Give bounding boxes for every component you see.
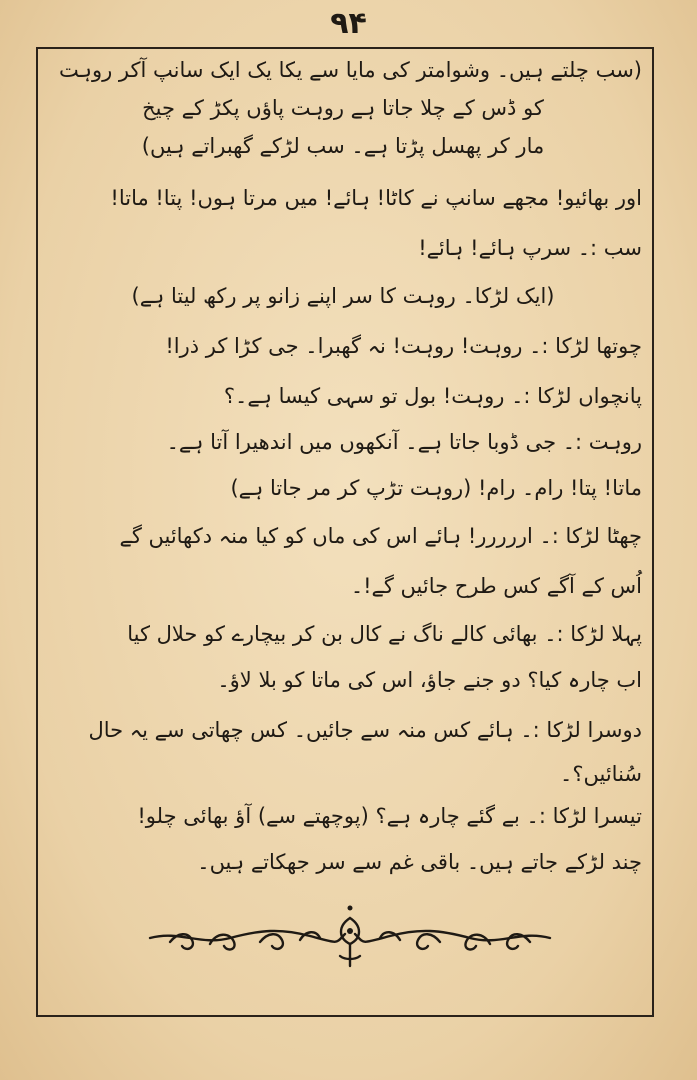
text-line: تیسرا لڑکا :۔ بے گئے چارہ ہے؟ (پوچھتے سے) آؤ بھائی چلو!	[137, 804, 642, 828]
decorative-flourish-icon	[140, 900, 560, 970]
text-line: چند لڑکے جاتے ہیں۔ باقی غم سے سر جھکاتے ہیں۔	[197, 850, 642, 874]
text-line: روہت :۔ جی ڈوبا جاتا ہے۔ آنکھوں میں اندھیرا آتا ہے۔	[166, 430, 642, 454]
text-line: چوتھا لڑکا :۔ روہت! روہت! نہ گھبرا۔ جی کڑا کر ذرا!	[165, 334, 642, 358]
text-line: پانچواں لڑکا :۔ روہت! بول تو سہی کیسا ہے۔؟	[223, 384, 642, 408]
text-line: چھٹا لڑکا :۔ اررررر! ہائے اس کی ماں کو کیا منہ دکھائیں گے	[119, 524, 642, 548]
text-line: دوسرا لڑکا :۔ ہائے کس منہ سے جائیں۔ کس چھاتی سے یہ حال	[88, 718, 642, 742]
text-line: اُس کے آگے کس طرح جائیں گے!۔	[350, 574, 642, 598]
text-line: (سب چلتے ہیں۔ وشوامتر کی مایا سے یکا یک ایک سانپ آکر روہت	[59, 58, 642, 82]
text-line: پہلا لڑکا :۔ بھائی کالے ناگ نے کال بن کر بیچارے کو حلال کیا	[127, 622, 642, 646]
text-line: ماتا! پتا! رام۔ رام! (روہت تڑپ کر مر جاتا ہے)	[230, 476, 642, 500]
text-line: اور بھائیو! مجھے سانپ نے کاٹا! ہائے! میں مرتا ہوں! پتا! ماتا!	[110, 186, 642, 210]
text-line: سب :۔ سرپ ہائے! ہائے!	[418, 236, 642, 260]
text-line: سُنائیں؟۔	[560, 762, 642, 786]
text-line: اب چارہ کیا؟ دو جنے جاؤ، اس کی ماتا کو بلا لاؤ۔	[217, 668, 642, 692]
text-line: (ایک لڑکا۔ روہت کا سر اپنے زانو پر رکھ لیتا ہے)	[131, 284, 555, 308]
text-line: کو ڈس کے چلا جاتا ہے روہت پاؤں پکڑ کے چیخ	[142, 96, 544, 120]
text-line: مار کر پھسل پڑتا ہے۔ سب لڑکے گھبراتے ہیں)	[141, 134, 545, 158]
page-number: ۹۴	[330, 6, 367, 41]
